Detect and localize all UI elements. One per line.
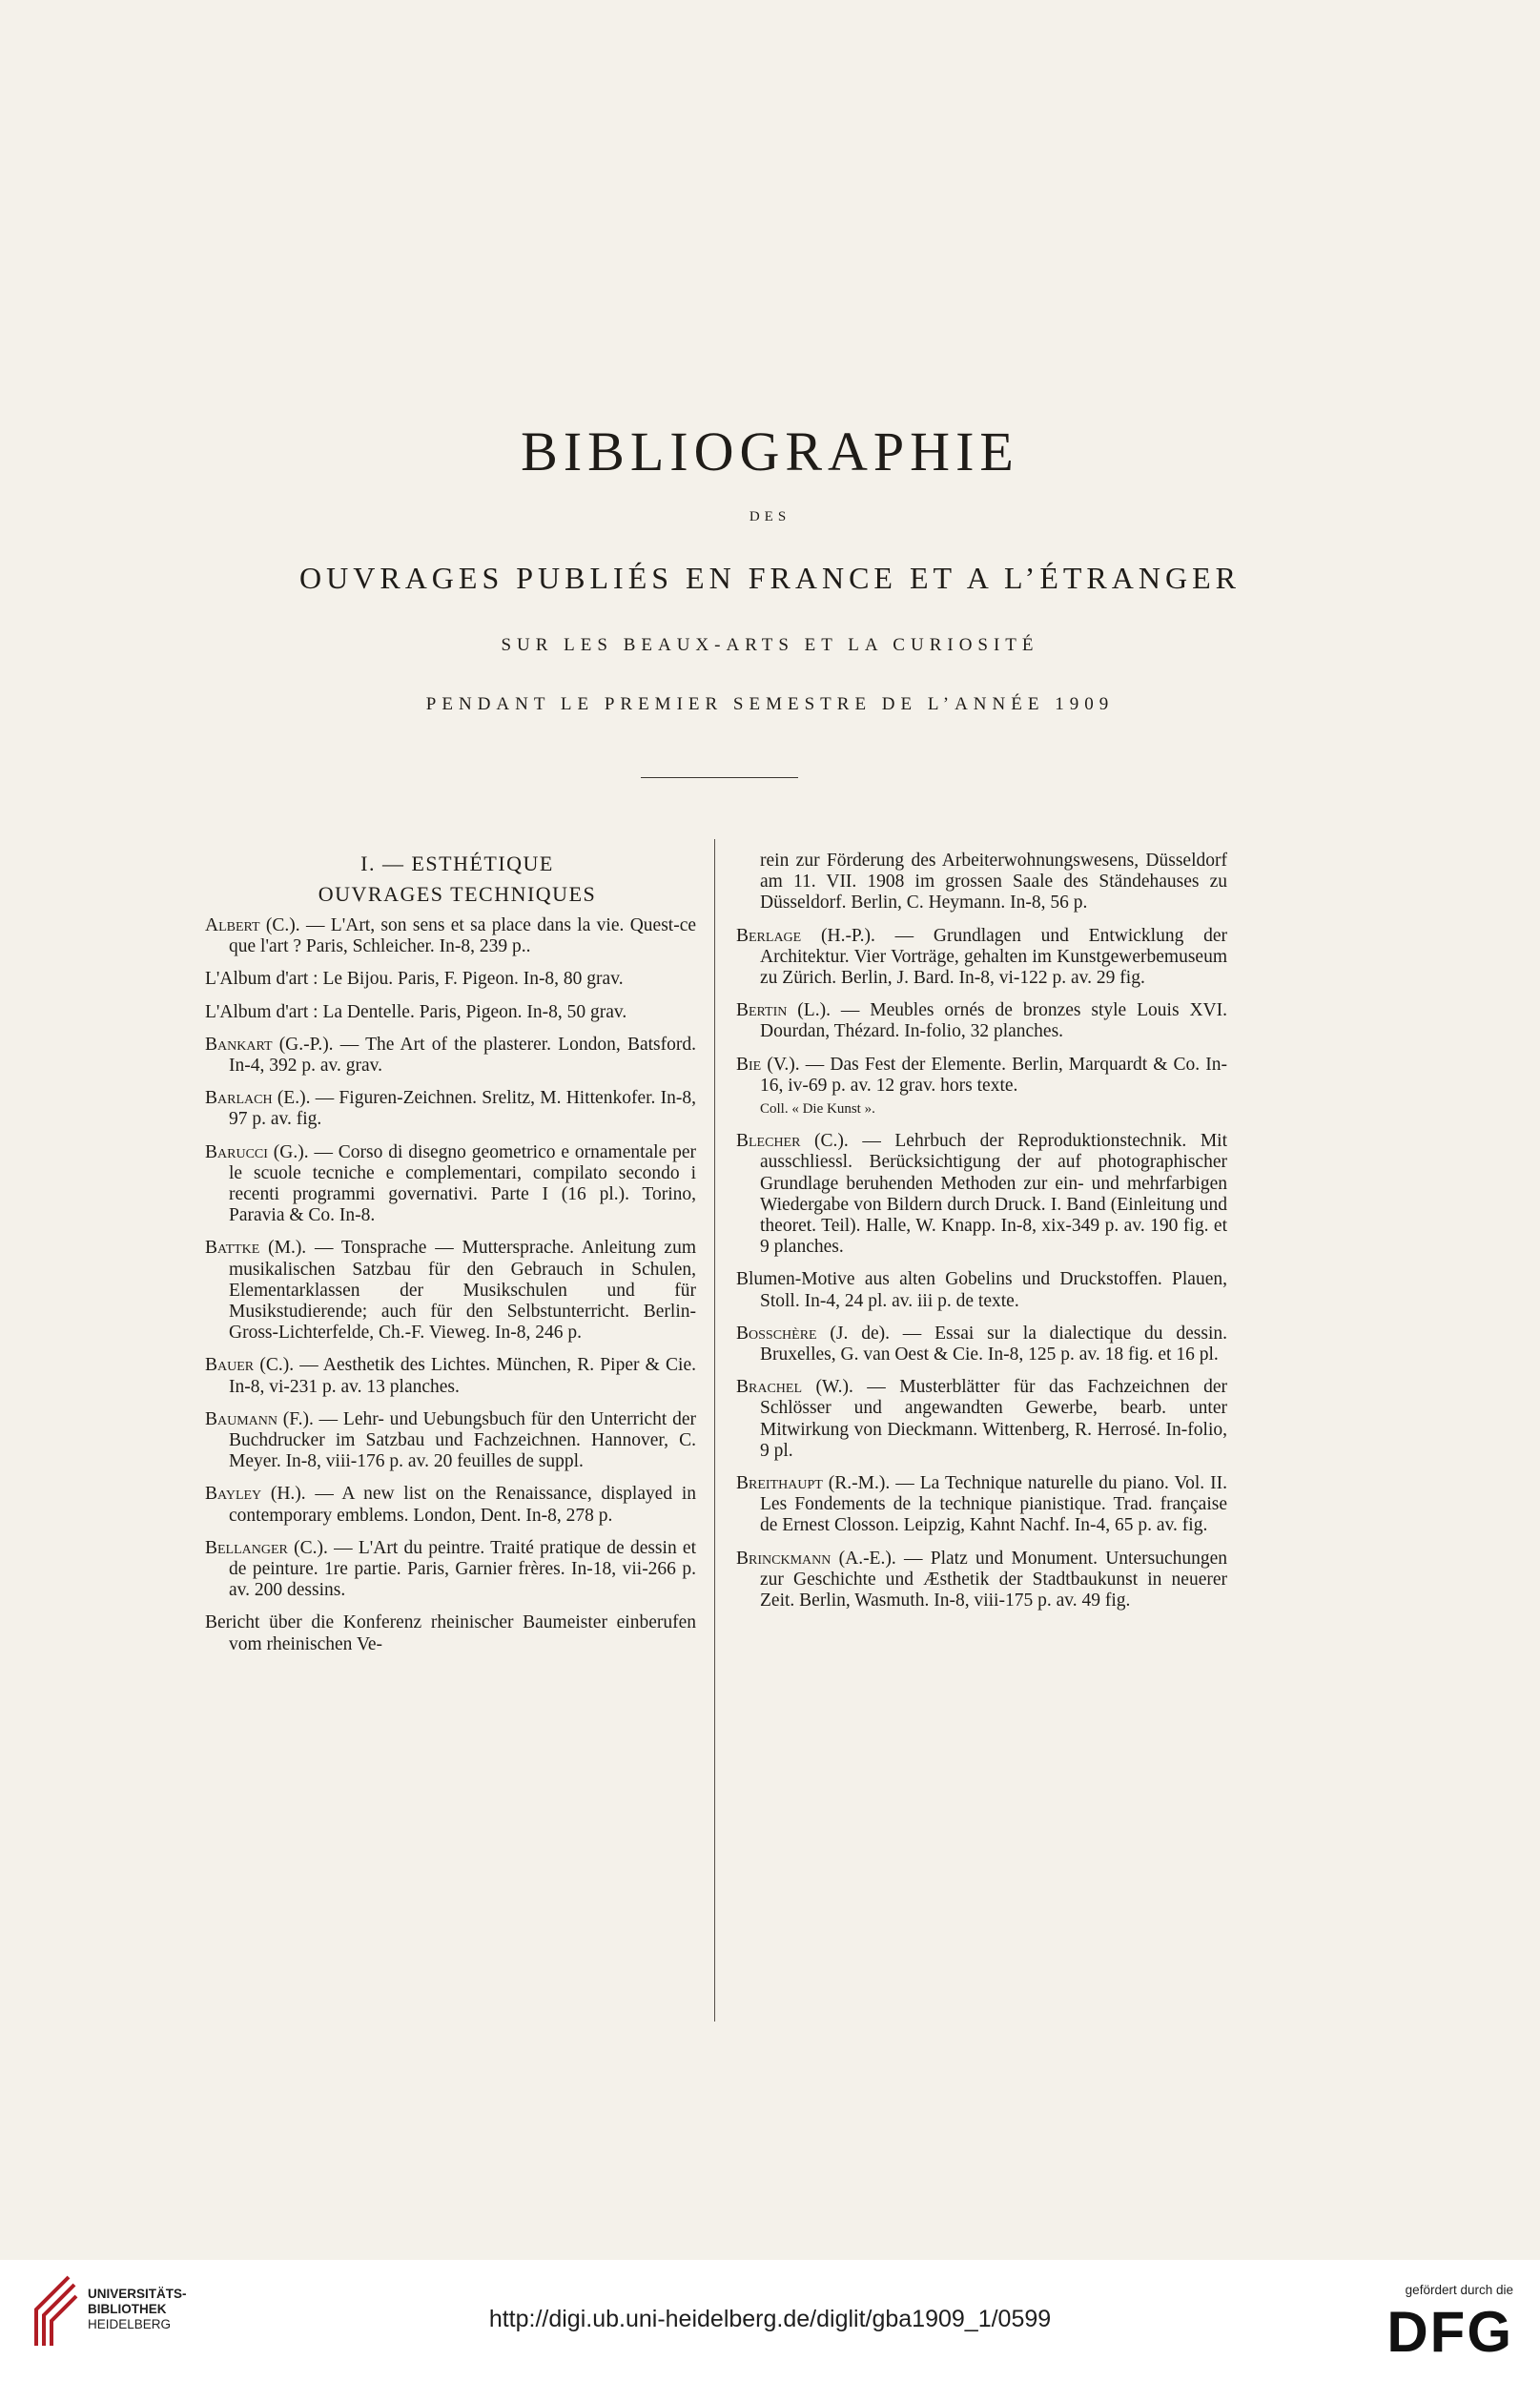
entry-text: (H.-P.). — Grundlagen und Entwicklung der Architektur. Vier Vorträge, gehalten im Kunstgewerbemuseum zu Zürich. Berlin, J. Bard. In-8, vi-122 p. av. 29 fig. [760,925,1227,989]
bibliography-entry [205,1538,696,1602]
entry-text: (M.). — Tonsprache — Muttersprache. Anleitung zum musikalischen Satzbau für den Gebrauch in Schulen, Elementarklassen der Musikschulen und für Musikstudierende; auch für den Selbstunterricht. Berlin-Gross-Lichterfelde, Ch.-F. Vieweg. In-8, 246 p. [229,1238,696,1344]
section-subtitle: OUVRAGES TECHNIQUES [318,882,597,906]
bibliography-entry [205,1238,696,1344]
entry-author: Battke [205,1238,260,1259]
title-line-beaux-arts: SUR LES BEAUX-ARTS ET LA CURIOSITÉ [501,635,1039,655]
bibliography-entry [205,1612,696,1654]
title-line-ouvrages: OUVRAGES PUBLIÉS EN FRANCE ET A L’ÉTRANGER [299,561,1241,595]
entry-text: (W.). — Musterblätter für das Fachzeichnen der Schlösser und angewandten Gewerbe, bearb. unter Mitwirkung von Dieckmann. Wittenberg, R. Herrosé. In-folio, 9 pl. [760,1377,1227,1461]
bibliography-entry [205,1002,696,1023]
entry-text: (R.-M.). — La Technique naturelle du piano. Vol. II. Les Fondements de la technique pianistique. Trad. française de Ernest Closson. Leipzig, Kahnt Nachf. In-4, 65 p. av. fig. [760,1473,1227,1536]
title-line-semestre: PENDANT LE PREMIER SEMESTRE DE L’ANNÉE 1909 [425,694,1115,714]
entry-author: Baumann [205,1408,278,1429]
entry-text: (F.). — Lehr- und Uebungsbuch für den Unterricht der Buchdrucker im Satzbau und Fachzeichnen. Hannover, C. Meyer. In-8, viii-176 p. av. 20 feuilles de suppl. [229,1408,696,1472]
entry-author: Bauer [205,1355,255,1376]
library-name-line1: UNIVERSITÄTS- [88,2287,187,2301]
entry-author: Barucci [205,1141,268,1162]
right-column [736,851,1227,1623]
entry-author: Bertin [736,1000,788,1021]
entry-author: Bankart [205,1034,273,1055]
bibliography-entry [205,1484,696,1526]
bibliography-entry [736,1131,1227,1258]
entry-text: (C.). — Lehrbuch der Reproduktionstechnik. Mit ausschliessl. Berücksichtigung der auf photographischer Grundlage beruhenden Methoden zur ein- und mehrfarbigen Wiedergabe von Bildern durch Druck. I. Band (Einleitung und theoret. Teil). Halle, W. Knapp. In-8, xix-349 p. av. 190 fig. et 9 planches. [760,1131,1227,1258]
entry-author: Albert [205,915,260,935]
entry-text: (L.). — Meubles ornés de bronzes style Louis XVI. Dourdan, Thézard. In-folio, 32 planches. [760,1000,1227,1042]
entry-text: (E.). — Figuren-Zeichnen. Srelitz, M. Hittenkofer. In-8, 97 p. av. fig. [229,1088,696,1130]
right-entries-list [736,926,1227,1612]
entry-author: Breithaupt [736,1473,823,1494]
entry-text: (C.). — Aesthetik des Lichtes. München, R. Piper & Cie. In-8, vi-231 p. av. 13 planches. [229,1355,696,1397]
entry-text: (C.). — L'Art du peintre. Traité pratique de dessin et de peinture. 1re partie. Paris, Garnier frères. In-18, vii-266 p. av. 200 dessins. [229,1537,696,1601]
left-column [205,851,696,1667]
entry-author: Bayley [205,1484,262,1505]
bibliography-entry [205,1035,696,1077]
entry-author: Bie [736,1054,762,1075]
page-title: BIBLIOGRAPHIE [521,421,1019,482]
bibliography-entry [736,1055,1227,1097]
bibliography-entry [736,1549,1227,1612]
section-title: I. — ESTHÉTIQUE [360,852,554,875]
dfg-logo: DFG [1386,2300,1513,2364]
bibliography-entry [736,926,1227,990]
continued-entry: rein zur Förderung des Arbeiterwohnungswesens, Düsseldorf am 11. VII. 1908 im grossen Saale des Ständehauses zu Düsseldorf. Berlin, C. Heymann. In-8, 56 p. [760,851,1227,913]
entry-text: (G.-P.). — The Art of the plasterer. London, Batsford. In-4, 392 p. av. grav. [229,1034,696,1077]
bibliography-entry [205,915,696,957]
column-divider [714,839,715,2022]
entry-author: Bosschère [736,1323,817,1344]
library-name-line2: BIBLIOTHEK [88,2302,167,2316]
entry-text: (H.). — A new list on the Renaissance, displayed in contemporary emblems. London, Dent. In-8, 278 p. [229,1484,696,1526]
bibliography-entry [205,1355,696,1397]
title-rule [641,777,798,778]
bibliography-entry [736,1000,1227,1042]
entry-text: Bericht über die Konferenz rheinischer Baumeister einberufen vom rheinischen Ve- [205,1612,696,1654]
title-des: DES [749,509,791,524]
entry-author: Barlach [205,1088,273,1109]
bibliography-entry [736,1269,1227,1311]
bibliography-entry [736,1473,1227,1537]
entry-text: Blumen-Motive aus alten Gobelins und Druckstoffen. Plauen, Stoll. In-4, 24 pl. av. iii p. de texte. [736,1269,1227,1311]
entry-note: Coll. « Die Kunst ». [760,1101,875,1118]
funding-caption: gefördert durch die [1405,2283,1513,2297]
entry-text: (V.). — Das Fest der Elemente. Berlin, Marquardt & Co. In-16, iv-69 p. av. 12 grav. hors texte. [760,1054,1227,1096]
entry-author: Berlage [736,925,802,946]
bibliography-entry [736,1324,1227,1365]
viewer-footer [0,2260,1540,2381]
left-entries-list [205,915,696,1655]
entry-text: (C.). — L'Art, son sens et sa place dans la vie. Quest-ce que l'art ? Paris, Schleicher. In-8, 239 p.. [229,915,696,957]
bibliography-entry [205,1409,696,1473]
bibliography-entry [736,1377,1227,1462]
entry-text: (G.). — Corso di disegno geometrico e ornamentale per le scuole tecniche e complementari, compilato secondo i recenti programmi governativi. Parte I (16 pl.). Torino, Paravia & Co. In-8. [229,1141,696,1226]
entry-text: (J. de). — Essai sur la dialectique du dessin. Bruxelles, G. van Oest & Cie. In-8, 125 p. av. 18 fig. et 16 pl. [760,1323,1227,1365]
bibliography-entry [205,969,696,990]
entry-text: L'Album d'art : La Dentelle. Paris, Pigeon. In-8, 50 grav. [205,1001,627,1022]
entry-text: (A.-E.). — Platz und Monument. Untersuchungen zur Geschichte und Æsthetik der Stadtbaukunst in neuerer Zeit. Berlin, Wasmuth. In-8, viii-175 p. av. 49 fig. [760,1548,1227,1611]
entry-author: Brachel [736,1377,803,1398]
library-name-line3: HEIDELBERG [88,2317,172,2331]
bibliography-entry [205,1088,696,1130]
page-url-link[interactable]: http://digi.ub.uni-heidelberg.de/diglit/gba1909_1/0599 [488,2306,1052,2332]
entry-author: Bellanger [205,1537,288,1558]
bibliography-entry [205,1142,696,1227]
entry-text: L'Album d'art : Le Bijou. Paris, F. Pigeon. In-8, 80 grav. [205,969,624,990]
entry-author: Blecher [736,1131,801,1152]
entry-author: Brinckmann [736,1548,832,1569]
